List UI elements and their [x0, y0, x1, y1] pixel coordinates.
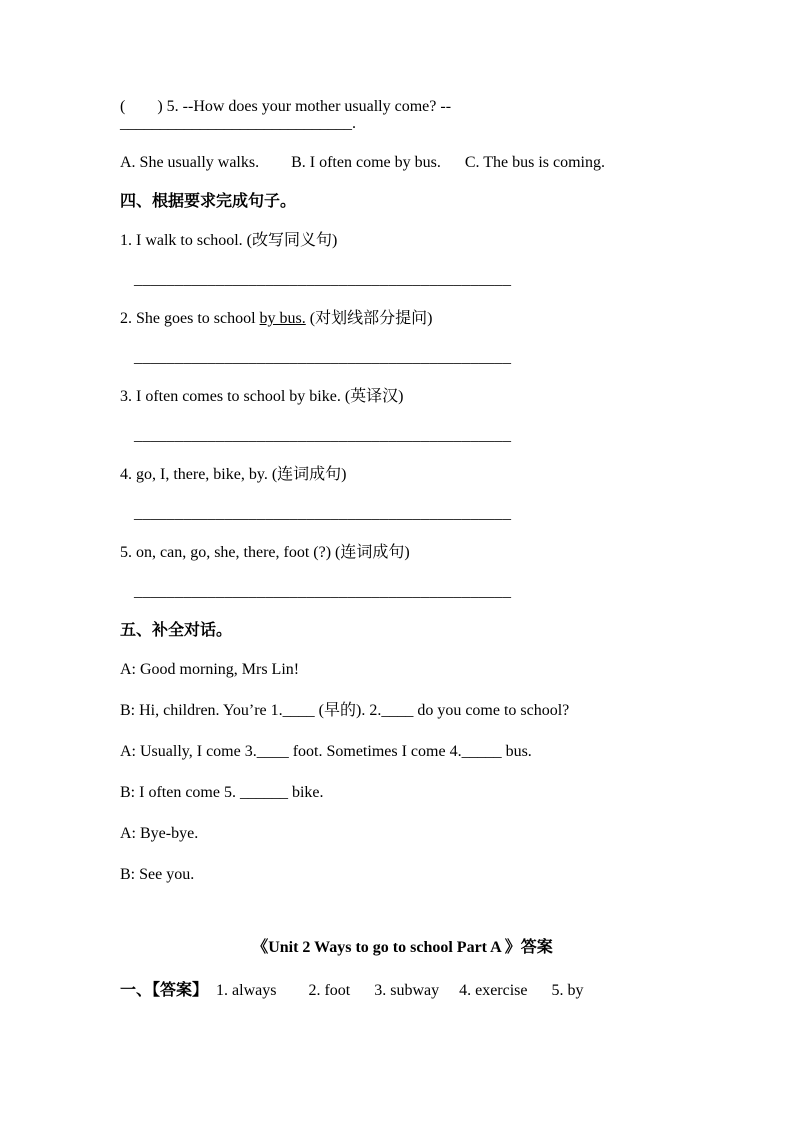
answer-blank-3: ______________________________________________ [134, 427, 512, 444]
section-5-heading: 五、补全对话。 [120, 622, 233, 639]
item-3-text: 3. I often comes to school by bike. (英译汉) [120, 388, 404, 405]
answer-blank-1: ______________________________________________ [134, 271, 512, 288]
item-2-underlined: by bus. [259, 310, 306, 327]
section-4-item-1 [120, 232, 685, 249]
answers-line-1 [120, 982, 685, 999]
question-5-line: ( ) 5. --How does your mother usually come? --_____________________________. [120, 98, 452, 132]
dialog-line-6: B: See you. [120, 866, 195, 883]
answers-section-title: 《Unit 2 Ways to go to school Part A 》答案 [252, 939, 553, 956]
item-4-text: 4. go, I, there, bike, by. (连词成句) [120, 466, 347, 483]
dialog-line-2: B: Hi, children. You’re 1.____ (早的). 2.____ do you come to school? [120, 702, 570, 719]
dialog-line-3: A: Usually, I come 3.____ foot. Sometimes I come 4._____ bus. [120, 743, 532, 760]
answers-label: 一、【答案】 [120, 982, 209, 999]
section-4-item-2 [120, 310, 685, 327]
answer-blank-4: ______________________________________________ [134, 505, 512, 522]
section-4-item-5 [120, 544, 685, 561]
section-4-item-3 [120, 388, 685, 405]
dialog-line-5: A: Bye-bye. [120, 825, 199, 842]
answers-content: 1. always 2. foot 3. subway 4. exercise 5. by [208, 982, 584, 999]
dialog-line-1: A: Good morning, Mrs Lin! [120, 661, 300, 678]
answer-blank-5: ______________________________________________ [134, 583, 512, 600]
section-4-item-4 [120, 466, 685, 483]
item-2-suffix: (对划线部分提问) [305, 310, 433, 327]
answer-blank-2: ______________________________________________ [134, 349, 512, 366]
question-5-options: A. She usually walks. B. I often come by bus. C. The bus is coming. [120, 154, 605, 171]
section-4-heading: 四、根据要求完成句子。 [120, 193, 297, 210]
item-1-text: 1. I walk to school. (改写同义句) [120, 232, 338, 249]
item-2-text: 2. She goes to school [120, 310, 260, 327]
dialog-line-4: B: I often come 5. ______ bike. [120, 784, 324, 801]
item-5-text: 5. on, can, go, she, there, foot (?) (连词成句) [120, 544, 410, 561]
